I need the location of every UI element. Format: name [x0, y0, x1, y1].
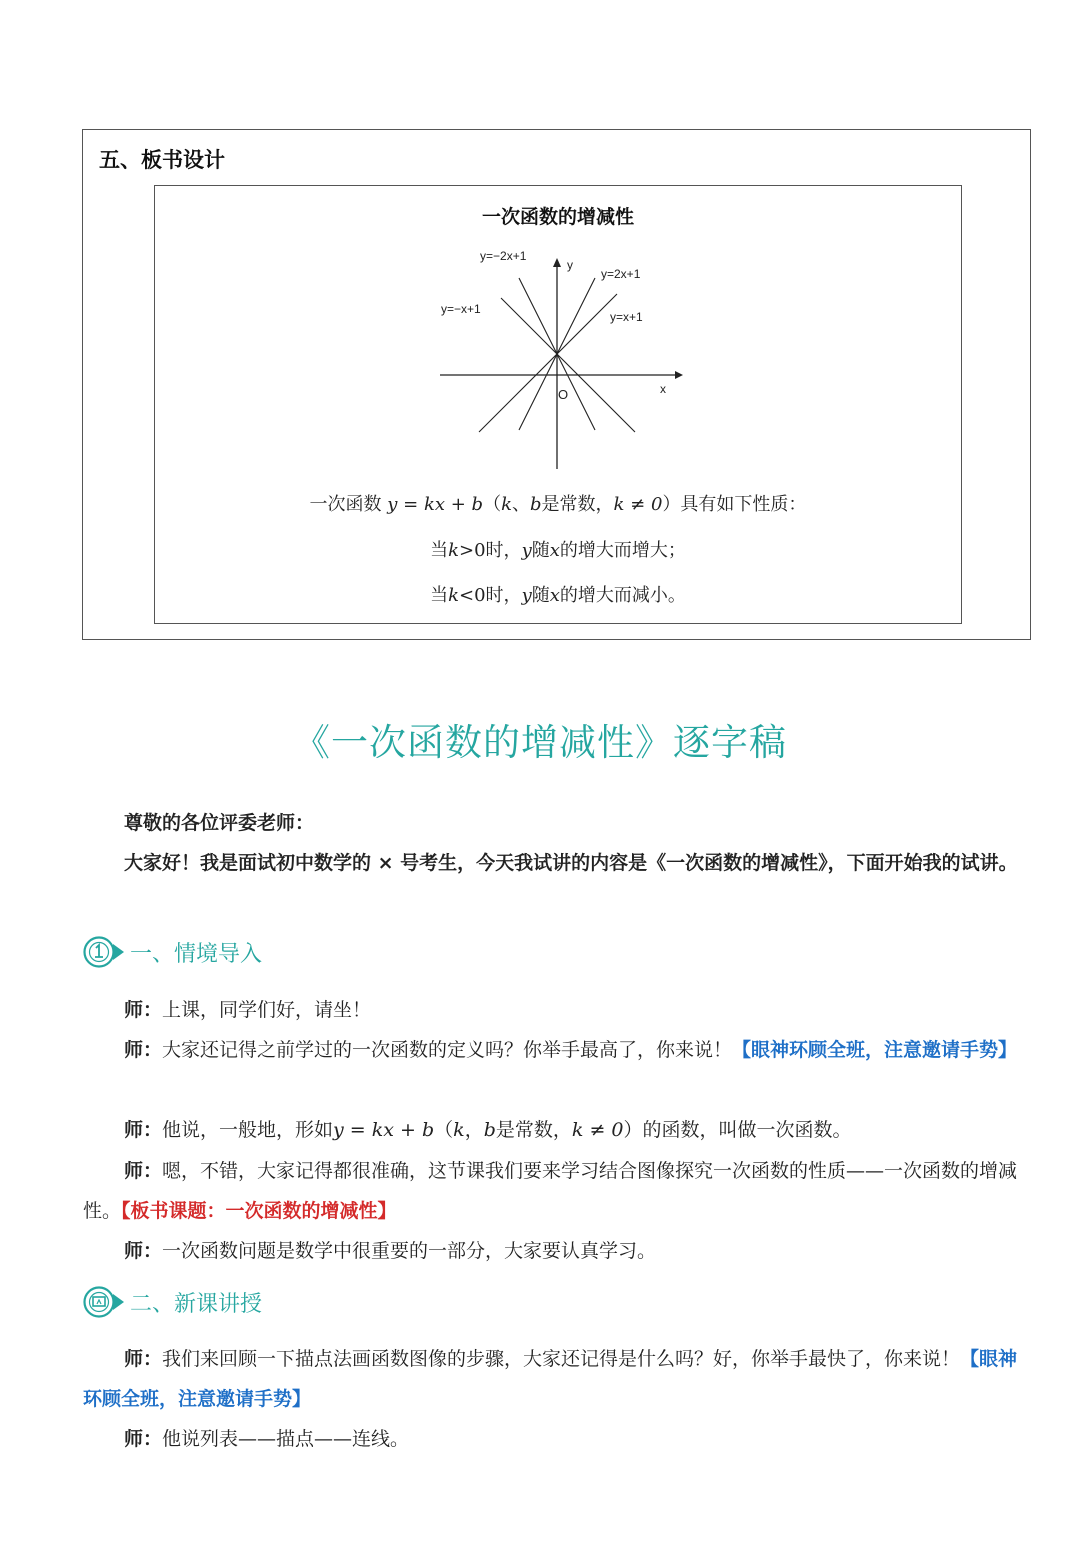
line-y-x — [479, 294, 617, 432]
intro-paragraph: 大家好！我是面试初中数学的 × 号考生，今天我试讲的内容是《一次函数的增减性》，下面开始我的试讲。 — [124, 852, 1018, 874]
section-1-label: 一、情境导入 — [130, 941, 263, 967]
section-1-line-4: 师：嗯，不错，大家记得都很准确，这节课我们要来学习结合图像探究一次函数的性质——一次函数的增减性。【板书课题：一次函数的增减性】 — [83, 1160, 1018, 1222]
label-origin: O — [558, 387, 569, 402]
label-y-2x: y=2x+1 — [601, 267, 641, 281]
linear-functions-graph — [435, 241, 695, 476]
board-topic-note: 【板书课题：一次函数的增减性】 — [121, 1200, 397, 1222]
board-title: 一次函数的增减性 — [481, 206, 634, 228]
stage-note: 【眼神环顾全班，注意邀请手势】 — [83, 1348, 1018, 1410]
label-y-axis: y — [567, 258, 573, 272]
hand-raise-icon — [82, 935, 126, 969]
property-intro: 一次函数 y = kx + b（k、b是常数，k ≠ 0）具有如下性质： — [309, 494, 807, 515]
section-2-line-1: 师：我们来回顾一下描点法画函数图像的步骤，大家还记得是什么吗？好，你举手最快了，你来说！【眼神环顾全班，注意邀请手势】 — [83, 1348, 1018, 1410]
section-2-line-2: 师：他说列表——描点——连线。 — [124, 1428, 410, 1450]
section-1-heading — [82, 934, 262, 970]
property-decreasing: 当k<0时，y随x的增大而减小。 — [430, 585, 686, 606]
section-2-heading — [82, 1284, 262, 1320]
section-2-label: 二、新课讲授 — [130, 1291, 263, 1317]
label-y-negx: y=−x+1 — [441, 302, 481, 316]
board-design-section — [82, 129, 1031, 640]
section-1-line-1: 师：上课，同学们好，请坐！ — [124, 999, 372, 1021]
property-increasing: 当k>0时，y随x的增大而增大； — [430, 540, 686, 561]
x-axis-arrow — [675, 371, 683, 379]
blackboard-frame — [154, 185, 962, 624]
section-1-line-3: 师：他说，一般地，形如y = kx + b（k，b是常数，k ≠ 0）的函数，叫做一次函数。 — [124, 1119, 852, 1141]
label-y-neg2x: y=−2x+1 — [480, 249, 527, 263]
label-y-x: y=x+1 — [610, 310, 643, 324]
section-heading: 五、板书设计 — [99, 148, 225, 172]
greeting: 尊敬的各位评委老师： — [124, 812, 315, 834]
y-axis-arrow — [553, 258, 561, 267]
section-1-line-5: 师：一次函数问题是数学中很重要的一部分，大家要认真学习。 — [124, 1240, 657, 1262]
section-1-line-2: 师：大家还记得之前学过的一次函数的定义吗？你举手最高了，你来说！【眼神环顾全班，注意邀请手势】 — [124, 1039, 1018, 1061]
document-title: 《一次函数的增减性》逐字稿 — [293, 721, 787, 764]
presentation-icon — [82, 1285, 126, 1319]
label-x-axis: x — [660, 382, 666, 396]
stage-note: 【眼神环顾全班，注意邀请手势】 — [732, 1039, 1018, 1061]
